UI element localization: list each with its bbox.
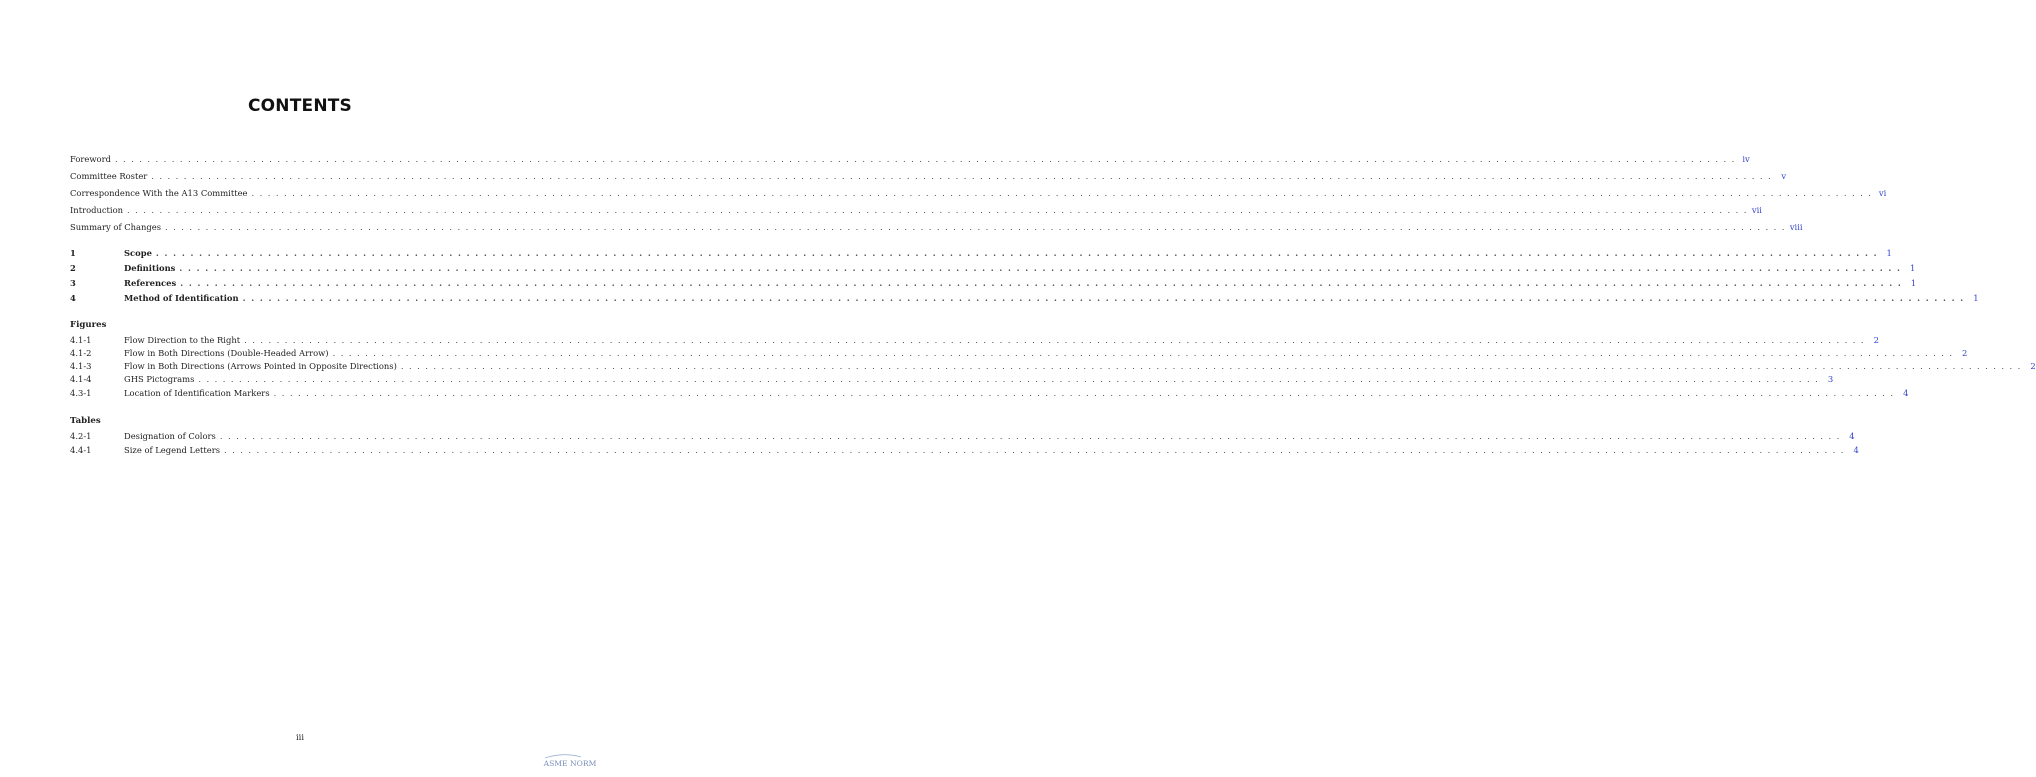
figure-number: 4.1-2 — [70, 348, 92, 358]
figure-number: 4.3-1 — [70, 388, 92, 398]
figure-label: GHS Pictograms — [124, 374, 195, 384]
figure-number: 4.1-3 — [70, 361, 92, 371]
dot-leader: . . . . . . . . . . . . . . . . . . . . . . . . . . . . . . . . . . . . . . . . . . . . . . . . . . . . . . . . . . . . . . . . . . . . . . . . . . . . . . . . . . . . . . . . . . . . . . . . . . . . . . . . . . . . . . . . . . . . . . . . . . . . . . . . . . . . . . . . . . . . . . . . . . . . . . . . . . . . . . . . . . . . . . . . . . . . . . . . . . . . . . . . . . . . . . . . . . . . . . . . — [155, 248, 1878, 258]
figure-number: 4.1-1 — [70, 335, 92, 345]
toc-page-link[interactable]: 2 — [1873, 335, 1879, 345]
toc-page-link[interactable]: vii — [1751, 205, 1762, 215]
table-label: Designation of Colors — [124, 431, 216, 441]
toc-entry-label: Committee Roster — [70, 171, 148, 181]
dot-leader: . . . . . . . . . . . . . . . . . . . . . . . . . . . . . . . . . . . . . . . . . . . . . . . . . . . . . . . . . . . . . . . . . . . . . . . . . . . . . . . . . . . . . . . . . . . . . . . . . . . . . . . . . . . . . . . . . . . . . . . . . . . . . . . . . . . . . . . . . . . . . . . . . . . . . . . . . . . . . . . . . . . . . . . . . . . . . . . . . . . . . . . . . . . . . . . . . . . . . . . . — [251, 188, 1873, 198]
dot-leader: . . . . . . . . . . . . . . . . . . . . . . . . . . . . . . . . . . . . . . . . . . . . . . . . . . . . . . . . . . . . . . . . . . . . . . . . . . . . . . . . . . . . . . . . . . . . . . . . . . . . . . . . . . . . . . . . . . . . . . . . . . . . . . . . . . . . . . . . . . . . . . . . . . . . . . . . . . . . . . . . . . . . . . . . . . . . . . . . . . . . . . . . . . . . . . . . . . . . . . . . — [242, 293, 1965, 303]
dot-leader: . . . . . . . . . . . . . . . . . . . . . . . . . . . . . . . . . . . . . . . . . . . . . . . . . . . . . . . . . . . . . . . . . . . . . . . . . . . . . . . . . . . . . . . . . . . . . . . . . . . . . . . . . . . . . . . . . . . . . . . . . . . . . . . . . . . . . . . . . . . . . . . . . . . . . . . . . . . . . . . . . . . . . . . . . . . . . . . . . . . . . . . . . . . . . . . . . . . . . . . . — [219, 431, 1841, 441]
section-number: 1 — [70, 248, 76, 258]
toc-figure-entry[interactable] — [70, 333, 1879, 347]
toc-entry-label: Introduction — [70, 205, 124, 215]
toc-page-link[interactable]: 1 — [1973, 293, 1979, 303]
page-title: CONTENTS — [247, 96, 353, 116]
section-number: 2 — [70, 263, 76, 273]
toc-page-link[interactable]: vi — [1878, 188, 1887, 198]
dot-leader: . . . . . . . . . . . . . . . . . . . . . . . . . . . . . . . . . . . . . . . . . . . . . . . . . . . . . . . . . . . . . . . . . . . . . . . . . . . . . . . . . . . . . . . . . . . . . . . . . . . . . . . . . . . . . . . . . . . . . . . . . . . . . . . . . . . . . . . . . . . . . . . . . . . . . . . . . . . . . . . . . . . . . . . . . . . . . . . . . . . . . . . . . . . . . . . . . . . . . . . . — [244, 335, 1865, 345]
figures-heading: Figures — [70, 320, 107, 330]
dot-leader: . . . . . . . . . . . . . . . . . . . . . . . . . . . . . . . . . . . . . . . . . . . . . . . . . . . . . . . . . . . . . . . . . . . . . . . . . . . . . . . . . . . . . . . . . . . . . . . . . . . . . . . . . . . . . . . . . . . . . . . . . . . . . . . . . . . . . . . . . . . . . . . . . . . . . . . . . . . . . . . . . . . . . . . . . . . . . . . . . . . . . . . . . . . . . . . . . . . . . . . . — [400, 361, 2022, 371]
toc-page-link[interactable]: v — [1781, 171, 1787, 181]
figure-label: Flow in Both Directions (Double-Headed Arrow) — [124, 348, 329, 358]
toc-page-link[interactable]: 2 — [1962, 348, 1968, 358]
section-label: Method of Identification — [124, 293, 239, 303]
toc-page-link[interactable]: 1 — [1910, 263, 1916, 273]
tables-heading: Tables — [70, 416, 101, 426]
toc-entry-introduction[interactable] — [70, 203, 1762, 217]
toc-section-scope[interactable] — [70, 246, 1892, 260]
toc-figure-entry[interactable] — [70, 346, 1968, 360]
toc-entry-summary-of-changes[interactable] — [70, 220, 1803, 234]
table-number: 4.4-1 — [70, 445, 92, 455]
toc-page-link[interactable]: 1 — [1910, 278, 1917, 288]
dot-leader: . . . . . . . . . . . . . . . . . . . . . . . . . . . . . . . . . . . . . . . . . . . . . . . . . . . . . . . . . . . . . . . . . . . . . . . . . . . . . . . . . . . . . . . . . . . . . . . . . . . . . . . . . . . . . . . . . . . . . . . . . . . . . . . . . . . . . . . . . . . . . . . . . . . . . . . . . . . . . . . . . . . . . . . . . . . . . . . . . . . . . . . . . . . . . . . . . . . . . . . . — [127, 205, 1748, 215]
page-number: iii — [295, 732, 305, 742]
dot-leader: . . . . . . . . . . . . . . . . . . . . . . . . . . . . . . . . . . . . . . . . . . . . . . . . . . . . . . . . . . . . . . . . . . . . . . . . . . . . . . . . . . . . . . . . . . . . . . . . . . . . . . . . . . . . . . . . . . . . . . . . . . . . . . . . . . . . . . . . . . . . . . . . . . . . . . . . . . . . . . . . . . . . . . . . . . . . . . . . . . . . . . . . . . . . . . . . . . . . . . . . — [180, 278, 1903, 288]
dot-leader: . . . . . . . . . . . . . . . . . . . . . . . . . . . . . . . . . . . . . . . . . . . . . . . . . . . . . . . . . . . . . . . . . . . . . . . . . . . . . . . . . . . . . . . . . . . . . . . . . . . . . . . . . . . . . . . . . . . . . . . . . . . . . . . . . . . . . . . . . . . . . . . . . . . . . . . . . . . . . . . . . . . . . . . . . . . . . . . . . . . . . . . . . . . . . . . . . . . . . . . . — [151, 171, 1773, 181]
watermark-text: ASME NORM — [543, 759, 597, 768]
toc-entry-label: Foreword — [70, 154, 111, 164]
table-number: 4.2-1 — [70, 431, 92, 441]
toc-section-definitions[interactable] — [70, 261, 1916, 275]
toc-page-link[interactable]: 2 — [2030, 361, 2036, 371]
dot-leader: . . . . . . . . . . . . . . . . . . . . . . . . . . . . . . . . . . . . . . . . . . . . . . . . . . . . . . . . . . . . . . . . . . . . . . . . . . . . . . . . . . . . . . . . . . . . . . . . . . . . . . . . . . . . . . . . . . . . . . . . . . . . . . . . . . . . . . . . . . . . . . . . . . . . . . . . . . . . . . . . . . . . . . . . . . . . . . . . . . . . . . . . . . . . . . . . . . . . . . . . — [332, 348, 1954, 358]
toc-figure-entry[interactable] — [70, 372, 1834, 386]
figure-number: 4.1-4 — [70, 374, 92, 384]
dot-leader: . . . . . . . . . . . . . . . . . . . . . . . . . . . . . . . . . . . . . . . . . . . . . . . . . . . . . . . . . . . . . . . . . . . . . . . . . . . . . . . . . . . . . . . . . . . . . . . . . . . . . . . . . . . . . . . . . . . . . . . . . . . . . . . . . . . . . . . . . . . . . . . . . . . . . . . . . . . . . . . . . . . . . . . . . . . . . . . . . . . . . . . . . . . . . . . . . . . . . . . . — [198, 374, 1820, 384]
dot-leader: . . . . . . . . . . . . . . . . . . . . . . . . . . . . . . . . . . . . . . . . . . . . . . . . . . . . . . . . . . . . . . . . . . . . . . . . . . . . . . . . . . . . . . . . . . . . . . . . . . . . . . . . . . . . . . . . . . . . . . . . . . . . . . . . . . . . . . . . . . . . . . . . . . . . . . . . . . . . . . . . . . . . . . . . . . . . . . . . . . . . . . . . . . . . . . . . . . . . . . . . — [165, 222, 1786, 232]
toc-figure-entry[interactable] — [70, 359, 2036, 373]
section-label: Definitions — [124, 263, 176, 273]
toc-page-link[interactable]: 4 — [1903, 388, 1909, 398]
toc-page-link[interactable]: 4 — [1849, 431, 1855, 441]
toc-page-link[interactable]: viii — [1789, 222, 1803, 232]
section-number: 4 — [70, 293, 76, 303]
toc-table-entry[interactable] — [70, 429, 1855, 443]
toc-page-link[interactable]: 1 — [1886, 248, 1892, 258]
figure-label: Location of Identification Markers — [124, 388, 270, 398]
toc-table-entry[interactable] — [70, 443, 1859, 457]
toc-page-link[interactable]: iv — [1742, 154, 1750, 164]
toc-entry-foreword[interactable] — [70, 152, 1750, 166]
figure-label: Flow Direction to the Right — [124, 335, 241, 345]
watermark-swoosh — [545, 755, 581, 758]
toc-section-references[interactable] — [70, 276, 1917, 290]
dot-leader: . . . . . . . . . . . . . . . . . . . . . . . . . . . . . . . . . . . . . . . . . . . . . . . . . . . . . . . . . . . . . . . . . . . . . . . . . . . . . . . . . . . . . . . . . . . . . . . . . . . . . . . . . . . . . . . . . . . . . . . . . . . . . . . . . . . . . . . . . . . . . . . . . . . . . . . . . . . . . . . . . . . . . . . . . . . . . . . . . . . . . . . . . . . . . . . . . . . . . . . . — [179, 263, 1902, 273]
toc-entry-committee-roster[interactable] — [70, 169, 1787, 183]
dot-leader: . . . . . . . . . . . . . . . . . . . . . . . . . . . . . . . . . . . . . . . . . . . . . . . . . . . . . . . . . . . . . . . . . . . . . . . . . . . . . . . . . . . . . . . . . . . . . . . . . . . . . . . . . . . . . . . . . . . . . . . . . . . . . . . . . . . . . . . . . . . . . . . . . . . . . . . . . . . . . . . . . . . . . . . . . . . . . . . . . . . . . . . . . . . . . . . . . . . . . . . . — [273, 388, 1895, 398]
section-label: References — [124, 278, 177, 288]
dot-leader: . . . . . . . . . . . . . . . . . . . . . . . . . . . . . . . . . . . . . . . . . . . . . . . . . . . . . . . . . . . . . . . . . . . . . . . . . . . . . . . . . . . . . . . . . . . . . . . . . . . . . . . . . . . . . . . . . . . . . . . . . . . . . . . . . . . . . . . . . . . . . . . . . . . . . . . . . . . . . . . . . . . . . . . . . . . . . . . . . . . . . . . . . . . . . . . . . . . . . . . . — [224, 445, 1845, 455]
toc-entry-label: Summary of Changes — [70, 222, 162, 232]
section-number: 3 — [70, 278, 76, 288]
toc-page-link[interactable]: 3 — [1827, 374, 1834, 384]
asme-norm-watermark — [543, 752, 597, 770]
section-label: Scope — [124, 248, 152, 258]
figure-label: Flow in Both Directions (Arrows Pointed in Opposite Directions) — [124, 361, 397, 371]
toc-page-link[interactable]: 4 — [1853, 445, 1859, 455]
toc-entry-label: Correspondence With the A13 Committee — [70, 188, 248, 198]
toc-figure-entry[interactable] — [70, 386, 1909, 400]
toc-section-method-of-identification[interactable] — [70, 291, 1979, 305]
table-label: Size of Legend Letters — [124, 445, 221, 455]
toc-entry-correspondence[interactable] — [70, 186, 1887, 200]
dot-leader: . . . . . . . . . . . . . . . . . . . . . . . . . . . . . . . . . . . . . . . . . . . . . . . . . . . . . . . . . . . . . . . . . . . . . . . . . . . . . . . . . . . . . . . . . . . . . . . . . . . . . . . . . . . . . . . . . . . . . . . . . . . . . . . . . . . . . . . . . . . . . . . . . . . . . . . . . . . . . . . . . . . . . . . . . . . . . . . . . . . . . . . . . . . . . . . . . . . . . . . . — [114, 154, 1736, 164]
